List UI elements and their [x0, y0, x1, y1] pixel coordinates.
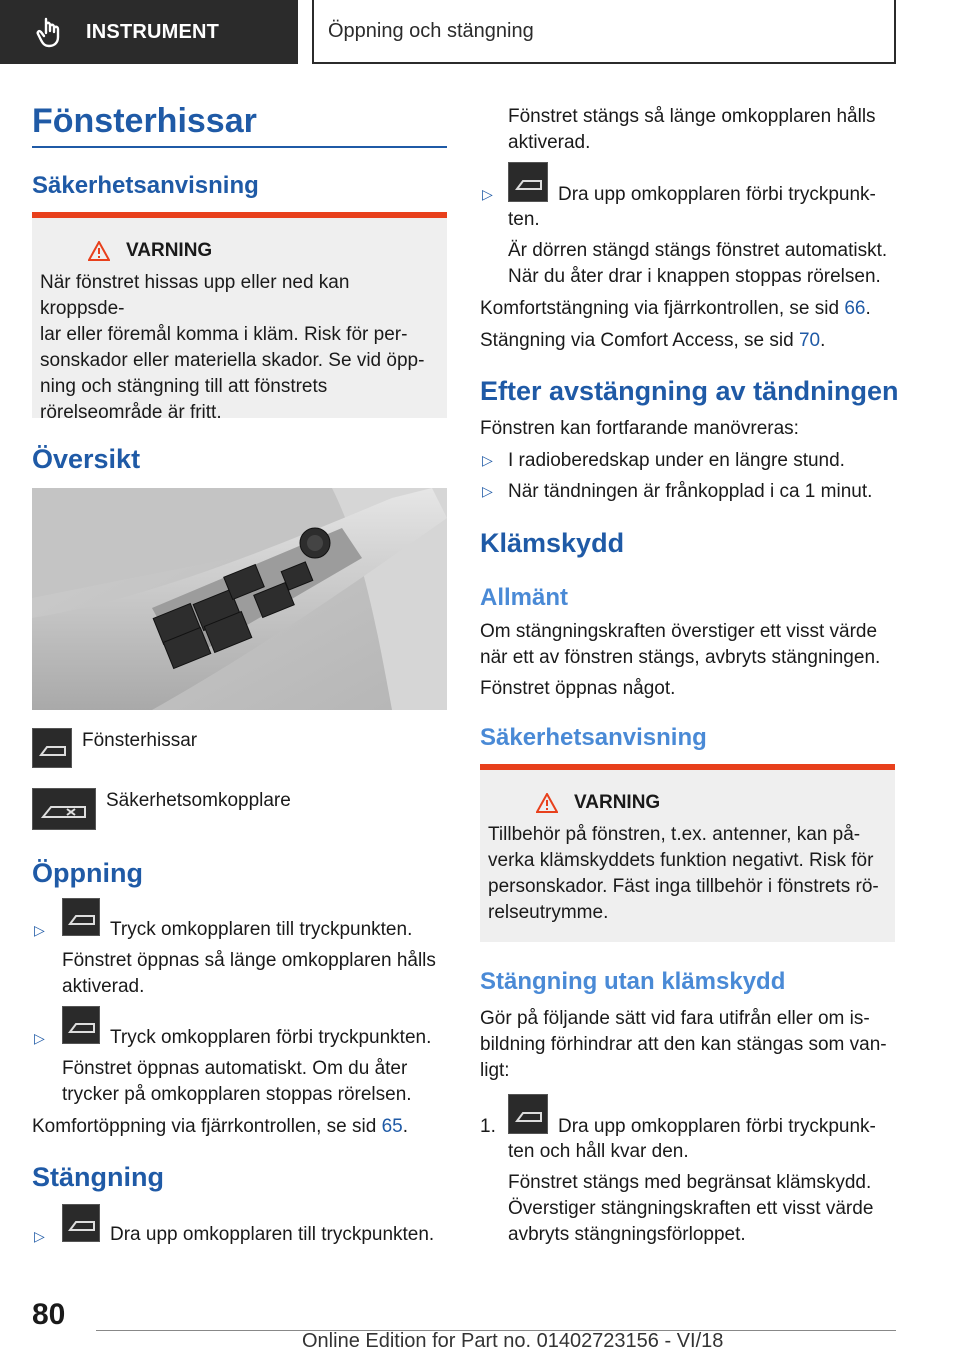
warning-line: rörelseområde är fritt. — [40, 402, 222, 423]
no-pinch-heading: Stängning utan klämskydd — [480, 968, 786, 995]
warning-box-right — [480, 764, 895, 942]
general-heading: Allmänt — [480, 584, 569, 611]
title-underline — [32, 146, 447, 148]
window-switch-icon — [508, 162, 548, 202]
legend-label-window-switch: Fönsterhissar — [82, 730, 198, 751]
comfort-close-page-link[interactable]: 66 — [844, 298, 866, 319]
footer-edition: Online Edition for Part no. 01402723156 - VI/18 — [302, 1330, 724, 1352]
general-line-3: Fönstret öppnas något. — [480, 678, 676, 699]
safety-switch-icon — [32, 788, 96, 830]
page-number: 80 — [32, 1298, 66, 1331]
step-line2: ten och håll kvar den. — [508, 1141, 689, 1162]
door-switch-panel-image — [32, 488, 447, 710]
general-line: när ett av fönstren stängs, avbryts stängningen. — [480, 647, 881, 668]
closing-cont-line: Fönstret stängs så länge omkopplaren hålls — [508, 106, 876, 127]
switch-icon-wrap — [62, 898, 100, 936]
hand-icon — [34, 15, 68, 49]
window-switch-icon — [508, 1094, 548, 1134]
legend-label-safety-switch: Säkerhetsomkopplare — [106, 790, 291, 811]
pinch-heading: Klämskydd — [480, 528, 625, 558]
opening-item-1-sub: Fönstret öppnas så länge omkopplaren hålls — [62, 950, 436, 971]
safety-heading-left: Säkerhetsanvisning — [32, 172, 259, 199]
bullet-triangle-icon: ▷ — [34, 1030, 45, 1046]
page-title: Fönsterhissar — [32, 102, 257, 140]
comfort-open-line: Komfortöppning via fjärrkontrollen, se sid 65. — [32, 1116, 408, 1137]
after-off-item: När tändningen är frånkopplad i ca 1 minut. — [508, 481, 873, 502]
safety-heading-right: Säkerhetsanvisning — [480, 724, 707, 751]
comfort-close-text: Komfortstängning via fjärrkontrollen, se sid — [480, 298, 845, 319]
opening-item-1-text: Tryck omkopplaren till tryckpunkten. — [110, 919, 413, 940]
switch-icon-wrap — [508, 1094, 548, 1134]
header-section-label: INSTRUMENT — [86, 20, 220, 43]
warning-box-left — [32, 212, 447, 423]
warning-line: När fönstret hissas upp eller ned kan kroppsde- — [40, 272, 350, 319]
closing-item2-line1: Dra upp omkopplaren förbi tryckpunk- — [558, 184, 876, 205]
closing-item-text: Dra upp omkopplaren till tryckpunkten. — [110, 1224, 435, 1245]
opening-item-2-sub: Fönstret öppnas automatiskt. Om du åter — [62, 1058, 408, 1079]
opening-heading: Öppning — [32, 858, 143, 888]
comfort-access-page-link[interactable]: 70 — [798, 330, 821, 351]
warning-line: relseutrymme. — [488, 902, 609, 923]
closing-item2-sub: Är dörren stängd stängs fönstret automatiskt. — [508, 240, 888, 261]
opening-item-2-text: Tryck omkopplaren förbi tryckpunkten. — [110, 1027, 432, 1048]
bullet-triangle-icon: ▷ — [482, 452, 493, 468]
bullet-triangle-icon: ▷ — [34, 1228, 45, 1244]
opening-item-2-sub: trycker på omkopplaren stoppas rörelsen. — [62, 1084, 412, 1105]
warning-title-right — [536, 792, 885, 814]
window-switch-icon — [32, 728, 72, 768]
header-section-tab — [0, 0, 298, 64]
comfort-access-text: Stängning via Comfort Access, se sid — [480, 330, 799, 351]
general-line: Om stängningskraften överstiger ett visst värde — [480, 621, 878, 642]
warning-triangle-icon — [88, 241, 110, 261]
opening-item-1-sub: aktiverad. — [62, 976, 145, 997]
warning-line: ning och stängning till att fönstrets — [40, 376, 328, 397]
comfort-open-page-link[interactable]: 65 — [381, 1116, 403, 1137]
comfort-close-line: Komfortstängning via fjärrkontrollen, se sid 66. — [480, 298, 871, 319]
header-chapter-label: Öppning och stängning — [328, 19, 534, 42]
step-number: 1. — [480, 1116, 496, 1137]
comfort-open-text: Komfortöppning via fjärrkontrollen, se sid — [32, 1116, 382, 1137]
header-chapter-tab — [312, 0, 896, 64]
window-switch-icon — [62, 1006, 100, 1044]
closing-item2-sub: När du åter drar i knappen stoppas rörelsen. — [508, 266, 881, 287]
step-sub: Överstiger stängningskraften ett visst värde — [508, 1198, 874, 1219]
comfort-access-line: Stängning via Comfort Access, se sid 70. — [480, 330, 826, 351]
switch-icon-wrap — [62, 1204, 100, 1242]
step-sub: Fönstret stängs med begränsat klämskydd. — [508, 1172, 872, 1193]
after-off-item: I radioberedskap under en längre stund. — [508, 450, 845, 471]
step-sub: avbryts stängningsförloppet. — [508, 1224, 746, 1245]
warning-triangle-icon — [536, 793, 558, 813]
switch-icon-wrap — [62, 1006, 100, 1044]
bullet-triangle-icon: ▷ — [482, 483, 493, 499]
after-off-intro: Fönstren kan fortfarande manövreras: — [480, 418, 799, 439]
legend-item-safety-switch — [32, 788, 96, 830]
legend-item-window-switch — [32, 728, 72, 768]
warning-line: sonskador eller materiella skador. Se vid öpp- — [40, 350, 425, 371]
closing-cont-line: aktiverad. — [508, 132, 591, 153]
warning-title-left — [88, 240, 437, 262]
no-pinch-line: Gör på följande sätt vid fara utifrån eller om is- — [480, 1008, 870, 1029]
bullet-triangle-icon: ▷ — [34, 922, 45, 938]
switch-icon-wrap — [508, 162, 548, 202]
step-line1: Dra upp omkopplaren förbi tryckpunk- — [558, 1116, 876, 1137]
no-pinch-line: ligt: — [480, 1060, 510, 1081]
after-off-heading: Efter avstängning av tändningen — [480, 376, 899, 406]
closing-item2-line2: ten. — [508, 209, 540, 230]
warning-line: personskador. Fäst inga tillbehör i fönstrets rö- — [488, 876, 879, 897]
bullet-triangle-icon: ▷ — [482, 186, 493, 202]
closing-heading: Stängning — [32, 1162, 164, 1192]
warning-label-left: VARNING — [126, 240, 213, 261]
no-pinch-line: bildning förhindrar att den kan stängas som van- — [480, 1034, 887, 1055]
window-switch-icon — [62, 898, 100, 936]
warning-label-right: VARNING — [574, 792, 661, 813]
warning-line: verka klämskyddets funktion negativt. Risk för — [488, 850, 874, 871]
overview-heading: Översikt — [32, 444, 141, 474]
warning-line: lar eller föremål komma i kläm. Risk för per- — [40, 324, 408, 345]
warning-line: Tillbehör på fönstren, t.ex. antenner, kan på- — [488, 824, 861, 845]
window-switch-icon — [62, 1204, 100, 1242]
